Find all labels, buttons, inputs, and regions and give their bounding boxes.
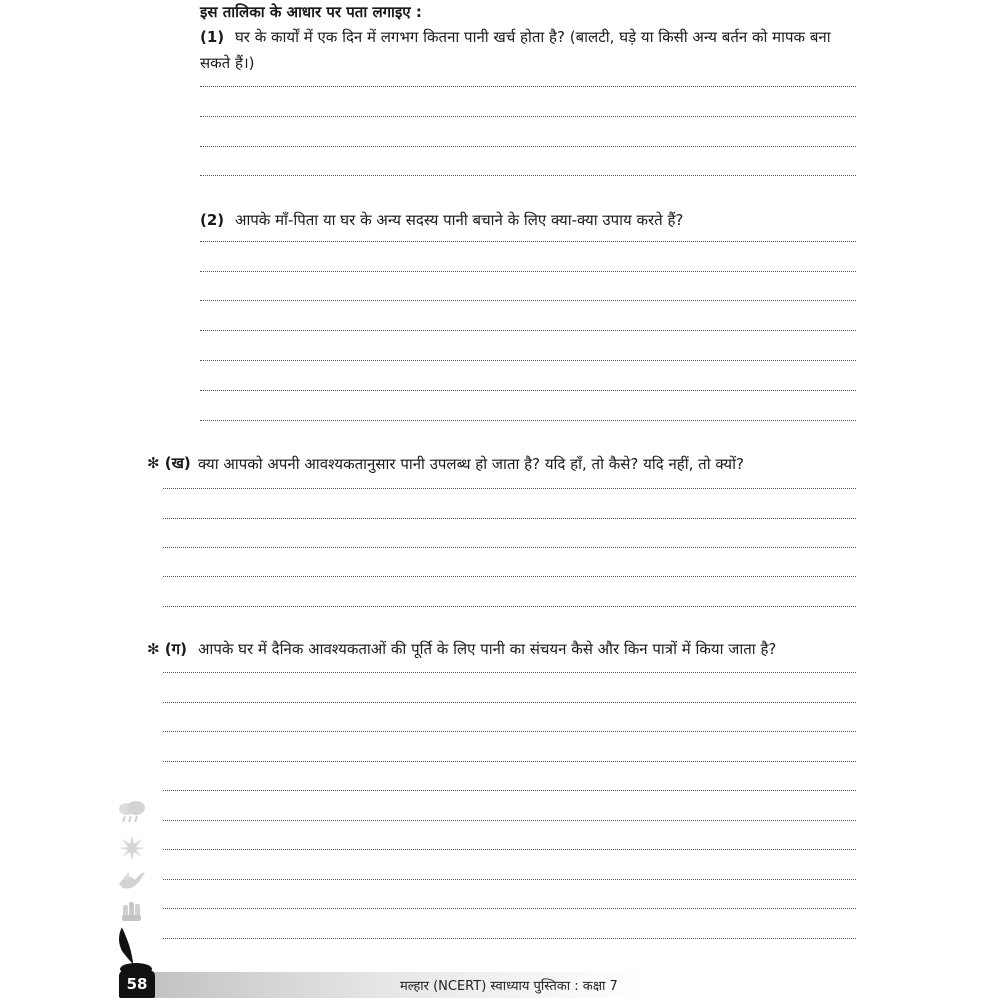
question-1-text: घर के कार्यों में एक दिन में लगभग कितना पानी खर्च होता है? (बालटी, घड़े या किसी अन्य बर्तन को मापक बना सकते हैं।) <box>200 28 831 72</box>
answer-line[interactable] <box>200 300 856 301</box>
answer-line[interactable] <box>163 761 856 762</box>
answer-line[interactable] <box>163 731 856 732</box>
answer-line[interactable] <box>200 330 856 331</box>
question-2-text: आपके माँ-पिता या घर के अन्य सदस्य पानी बचाने के लिए क्या-क्या उपाय करते हैं? <box>234 211 684 229</box>
answer-line[interactable] <box>200 271 856 272</box>
question-ga-marker: ✻ (ग) <box>147 640 187 658</box>
answer-line[interactable] <box>200 420 856 421</box>
question-1-number: (1) <box>200 28 225 46</box>
answer-line[interactable] <box>163 702 856 703</box>
book-title: मल्हार (NCERT) स्वाध्याय पुस्तिका : कक्षा 7 <box>400 979 618 994</box>
answer-line[interactable] <box>163 518 856 519</box>
page-number: 58 <box>119 970 155 998</box>
quill-inkpot-icon <box>112 925 156 975</box>
answer-line[interactable] <box>200 175 856 176</box>
answer-line[interactable] <box>200 360 856 361</box>
answer-line[interactable] <box>163 879 856 880</box>
question-kha-text: क्या आपको अपनी आवश्यकतानुसार पानी उपलब्ध हो जाता है? यदि हाँ, तो कैसे? यदि नहीं, तो क्यों? <box>198 455 744 473</box>
answer-line[interactable] <box>200 390 856 391</box>
section-heading: इस तालिका के आधार पर पता लगाइए : <box>200 3 422 21</box>
answer-line[interactable] <box>163 606 856 607</box>
hands-icon <box>115 897 149 925</box>
question-2 <box>200 207 860 233</box>
answer-line[interactable] <box>163 576 856 577</box>
question-ga-text: आपके घर में दैनिक आवश्यकताओं की पूर्ति के लिए पानी का संचयन कैसे और किन पात्रों में किया जाता है? <box>198 640 777 658</box>
cloud-rain-icon <box>115 798 149 826</box>
answer-line[interactable] <box>163 938 856 939</box>
answer-line[interactable] <box>163 547 856 548</box>
answer-line[interactable] <box>200 146 856 147</box>
bird-icon <box>115 866 149 894</box>
answer-line[interactable] <box>200 86 856 87</box>
answer-line[interactable] <box>163 908 856 909</box>
answer-line[interactable] <box>163 849 856 850</box>
question-2-number: (2) <box>200 211 225 229</box>
answer-line[interactable] <box>163 488 856 489</box>
answer-line[interactable] <box>200 241 856 242</box>
answer-line[interactable] <box>163 672 856 673</box>
question-1 <box>200 24 860 76</box>
answer-line[interactable] <box>163 820 856 821</box>
sun-icon <box>115 834 149 862</box>
answer-line[interactable] <box>200 116 856 117</box>
question-kha-marker: ✻ (ख) <box>147 454 191 472</box>
answer-line[interactable] <box>163 790 856 791</box>
